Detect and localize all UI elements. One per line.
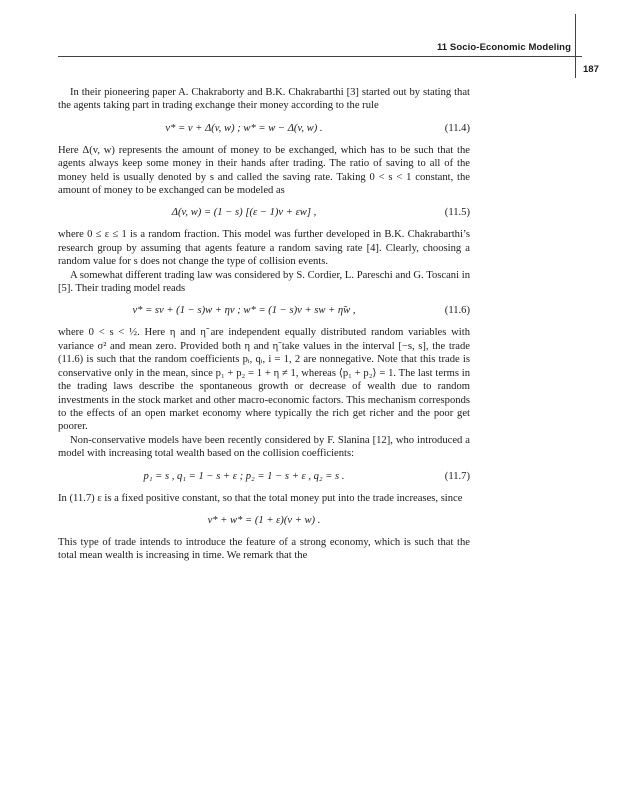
equation-11-6-number: (11.6) xyxy=(444,305,470,317)
paragraph-cordier-model: A somewhat different trading law was considered by S. Cordier, L. Pareschi and G. Toscani in [5]. Their trading model reads xyxy=(58,269,470,295)
equation-total-money xyxy=(58,514,470,528)
paragraph-random-variables: where 0 < s < ½. Here η and η̃ are independent equally distributed random variables with variance σ² and mean zero. Provided both η and η̃ take values in the interval [−s, s], the trade (11.6) is such that the random coefficients pᵢ, qᵢ, i = 1, 2 are nonnegative. Note that this trade is conservative only in the mean, since p₁ + p₂ = 1 + η ≠ 1, whereas ⟨p₁ + p₂⟩ = 1. The last terms in the trading laws describe the spontaneous growth or decrease of wealth due to random investments in the stock market and other macro-economic factors. This mechanism corresponds to the effects of an open market economy where typically the rich get richer and the poor get poorer. xyxy=(58,327,470,433)
paragraph-fixed-constant: In (11.7) ε is a fixed positive constant, so that the total money put into the trade increases, since xyxy=(58,492,463,504)
page-number: 187 xyxy=(583,64,599,75)
equation-11-5-number: (11.5) xyxy=(444,207,470,219)
equation-11-6 xyxy=(58,304,470,318)
paragraph-delta-definition: Here Δ(v, w) represents the amount of money to be exchanged, which has to be such that the agents always keep some money in their hands after trading. The ratio of saving to all of the money held is usually denoted by s and called the saving rate. Taking 0 < s < 1 constant, the amount of money to be exchanged can be modeled as xyxy=(58,144,470,197)
paragraph-random-fraction: where 0 ≤ ε ≤ 1 is a random fraction. This model was further developed in B.K. Chakrabarthi’s research group by assuming that agents feature a random saving rate [4]. Clearly, choosing a random value for s does not change the type of collision events. xyxy=(58,229,470,268)
equation-11-6-body: v* = sv + (1 − s)w + ηv ; w* = (1 − s)v + sw + η̃w , xyxy=(132,305,356,317)
equation-11-5-body: Δ(v, w) = (1 − s) [(ε − 1)v + εw] , xyxy=(171,207,317,219)
equation-11-4-body: v* = v + Δ(v, w) ; w* = w − Δ(v, w) . xyxy=(165,122,323,134)
thumb-index-bar xyxy=(575,14,576,78)
equation-11-7-body: p₁ = s , q₁ = 1 − s + ε ; p₂ = 1 − s + ε , q₂ = s . xyxy=(143,470,345,482)
paragraph-non-conservative: Non-conservative models have been recently considered by F. Slanina [12], who introduced a model with increasing total wealth based on the collision coefficients: xyxy=(58,434,470,460)
running-head-title: 11 Socio-Economic Modeling xyxy=(436,42,571,53)
equation-total-money-body: v* + w* = (1 + ε)(v + w) . xyxy=(207,514,321,526)
body-text xyxy=(58,86,470,563)
equation-11-7-number: (11.7) xyxy=(444,470,470,482)
header-rule xyxy=(58,56,582,57)
equation-11-4-number: (11.4) xyxy=(444,122,470,134)
equation-11-5 xyxy=(58,206,470,220)
equation-11-7 xyxy=(58,470,470,484)
paragraph-intro: In their pioneering paper A. Chakraborty and B.K. Chakrabarthi [3] started out by stating that the agents taking part in trading exchange their money according to the rule xyxy=(58,87,470,112)
equation-11-4 xyxy=(58,122,470,136)
paragraph-strong-economy: This type of trade intends to introduce the feature of a strong economy, which is such that the total mean wealth is increasing in time. We remark that the xyxy=(58,536,470,562)
